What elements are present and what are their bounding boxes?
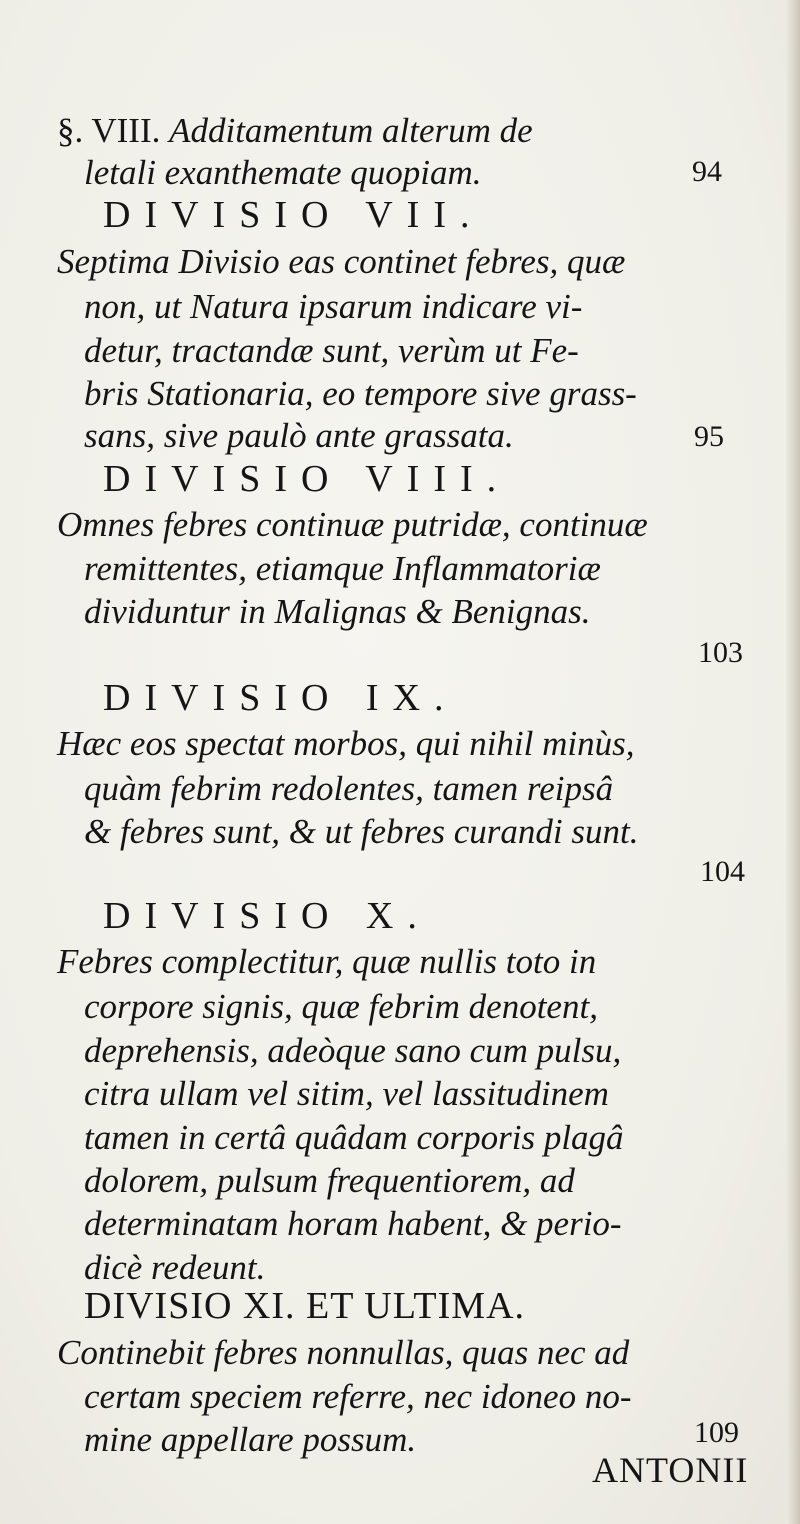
divisio-x-line: tamen in certâ quâdam corporis plagâ [84,1118,624,1157]
section-mark: §. VIII. [57,111,161,150]
page-ref-95: 95 [694,420,724,453]
divisio-x-line: determinatam horam habent, & perio- [84,1204,622,1243]
page-edge [786,0,800,1524]
catchword: ANTONII [592,1450,749,1490]
divisio-vii-line: non, ut Natura ipsarum indicare vi- [84,287,583,326]
divisio-xi-line: mine appellare possum. [84,1420,417,1459]
divisio-ix-line: & febres sunt, & ut febres curandi sunt. [84,812,639,851]
divisio-x-line: deprehensis, adeòque sano cum pulsu, [84,1031,622,1070]
page-ref-94: 94 [692,155,722,188]
divisio-xi-heading: DIVISIO XI. ET ULTIMA. [84,1285,526,1327]
section-title-text: Additamentum alterum de [169,111,533,150]
divisio-vii-line: Septima Divisio eas continet febres, quæ [57,242,626,281]
divisio-ix-heading: DIVISIO IX. [103,677,458,719]
divisio-viii-line: remittentes, etiamque Inflammatoriæ [84,549,601,588]
divisio-vii-line: sans, sive paulò ante grassata. [84,416,514,455]
section-viii-subtitle: letali exanthemate quopiam. [84,153,482,192]
page-ref-103: 103 [698,636,743,669]
divisio-xi-line: Continebit febres nonnullas, quas nec ad [57,1333,630,1372]
divisio-ix-line: quàm febrim redolentes, tamen reipsâ [84,769,614,808]
divisio-x-line: dolorem, pulsum frequentiorem, ad [84,1161,575,1200]
divisio-x-line: corpore signis, quæ febrim denotent, [84,987,598,1026]
divisio-x-heading: DIVISIO X. [103,895,431,937]
divisio-viii-heading: DIVISIO VIII. [103,458,511,500]
divisio-viii-line: Omnes febres continuæ putridæ, continuæ [57,505,648,544]
divisio-vii-line: detur, tractandæ sunt, verùm ut Fe- [84,331,579,370]
divisio-viii-line: dividuntur in Malignas & Benignas. [84,592,591,631]
divisio-ix-line: Hæc eos spectat morbos, qui nihil minùs, [57,724,635,763]
divisio-x-line: dicè redeunt. [84,1248,266,1287]
divisio-vii-heading: DIVISIO VII. [103,194,484,236]
page-ref-109: 109 [694,1416,739,1449]
divisio-vii-line: bris Stationaria, eo tempore sive grass- [84,374,637,413]
divisio-xi-line: certam speciem referre, nec idoneo no- [84,1377,632,1416]
divisio-x-line: Febres complectitur, quæ nullis toto in [57,942,597,981]
divisio-x-line: citra ullam vel sitim, vel lassitudinem [84,1074,609,1113]
section-viii-title [57,113,533,148]
page-ref-104: 104 [700,855,745,888]
